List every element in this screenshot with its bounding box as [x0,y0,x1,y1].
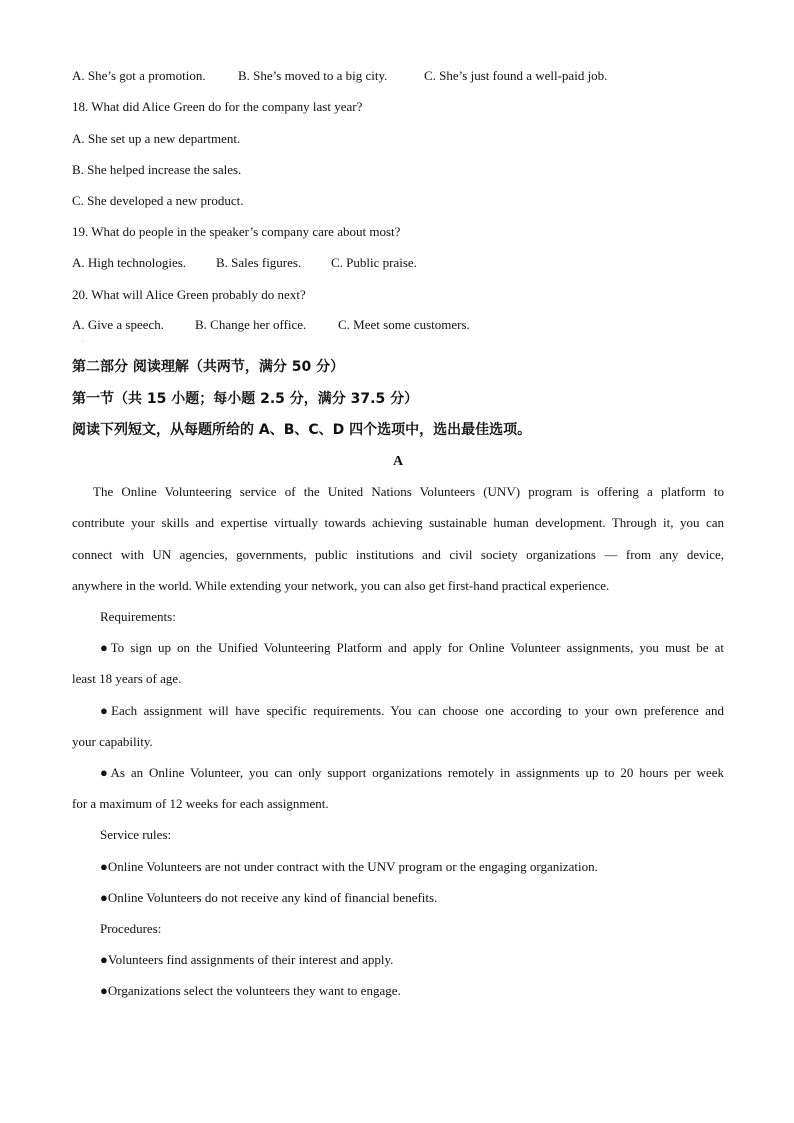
req2-line-2: your capability. [72,734,153,749]
q20-option-a: A. Give a speech. [72,317,165,332]
req2-line-1: ●Each assignment will have specific requirements. You can choose one according to your own preference and [100,703,724,718]
q17-option-b: B. She’s moved to a big city. [238,68,388,83]
q18-option-a: A. She set up a new department. [72,131,241,146]
req3-line-2: for a maximum of 12 weeks for each assignment. [72,796,329,811]
q18-option-b: B. She helped increase the sales. [72,162,242,177]
intro-line-1: The Online Volunteering service of the United Nations Volunteers (UNV) program is offering a platform to [93,484,724,499]
subsection-title: 第一节（共 15 小题；每小题 2.5 分，满分 37.5 分） [72,391,419,407]
q18-question: 18. What did Alice Green do for the company last year? [72,99,363,114]
req1-line-2: least 18 years of age. [72,671,182,686]
section-instruction: 阅读下列短文，从每题所给的 A、B、C、D 四个选项中，选出最佳选项。 [72,422,532,438]
intro-line-2: contribute your skills and expertise virtually towards achieving sustainable human development. Through it, you can [72,515,724,530]
intro-line-3: connect with UN agencies, governments, public institutions and civil society organizations — from any device, [72,547,724,562]
procedure-2: ●Organizations select the volunteers they want to engage. [100,983,401,998]
procedure-1: ●Volunteers find assignments of their interest and apply. [100,952,394,967]
q17-option-a: A. She’s got a promotion. [72,68,206,83]
passage-label: A [392,454,404,469]
rule-1: ●Online Volunteers are not under contract with the UNV program or the engaging organization. [100,859,598,874]
req3-line-1: ●As an Online Volunteer, you can only support organizations remotely in assignments up to 20 hours per week [100,765,724,780]
rule-2: ●Online Volunteers do not receive any kind of financial benefits. [100,890,438,905]
q19-option-a: A. High technologies. [72,255,187,270]
q19-option-c: C. Public praise. [331,255,417,270]
q20-option-c: C. Meet some customers. [338,317,470,332]
intro-line-4: anywhere in the world. While extending your network, you can also get first-hand practical experience. [72,578,610,593]
q17-options [72,67,724,85]
q17-option-c: C. She’s just found a well-paid job. [424,68,608,83]
stray-mark: · [82,339,84,345]
q20-option-b: B. Change her office. [195,317,307,332]
q18-option-c: C. She developed a new product. [72,193,244,208]
q19-question: 19. What do people in the speaker’s company care about most? [72,224,401,239]
service-heading: Service rules: [100,827,172,842]
requirements-heading: Requirements: [100,609,176,624]
procedures-heading: Procedures: [100,921,162,936]
q19-option-b: B. Sales figures. [216,255,302,270]
q20-question: 20. What will Alice Green probably do next? [72,287,306,302]
q19-options [72,254,724,272]
part-title: 第二部分 阅读理解（共两节，满分 50 分） [72,359,345,375]
req1-line-1: ●To sign up on the Unified Volunteering Platform and apply for Online Volunteer assignments, you must be at [100,640,724,655]
q20-options [72,316,724,334]
